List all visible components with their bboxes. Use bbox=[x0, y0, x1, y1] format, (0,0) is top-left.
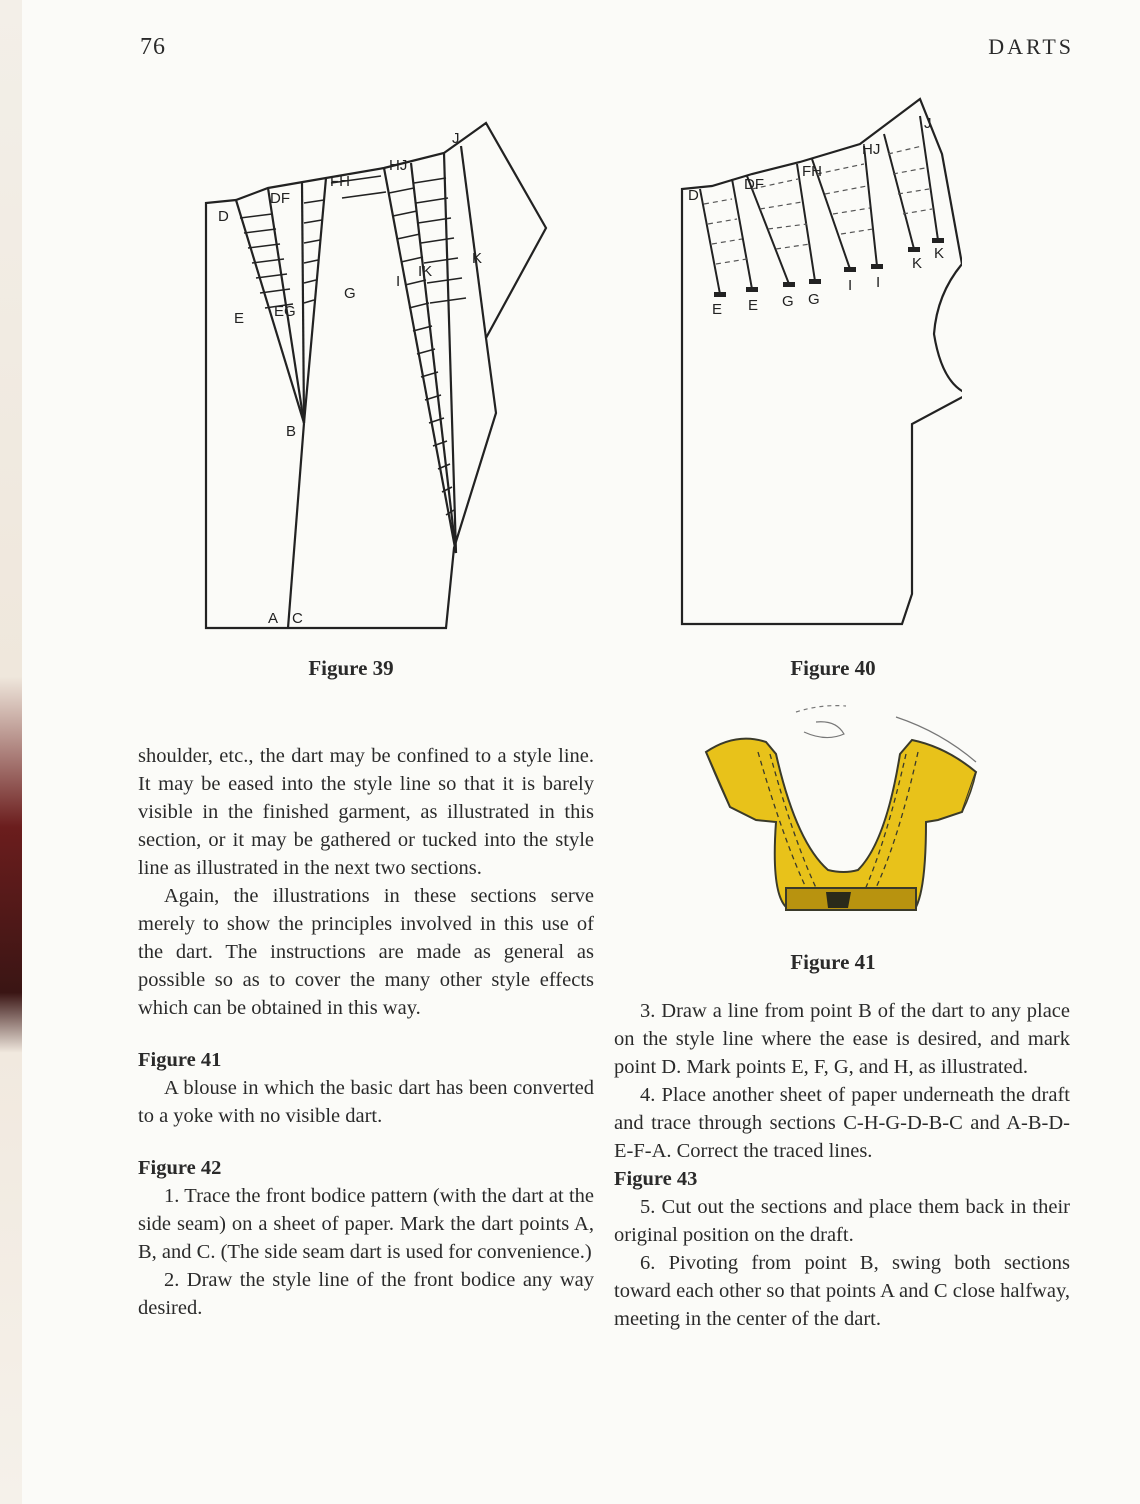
fig39-label-k: K bbox=[472, 250, 483, 267]
paragraph: 3. Draw a line from point B of the dart to any place on the style line where the ease is desired, and mark point D. Mark points E, F, G, and H, as illustrated. bbox=[614, 1000, 1070, 1078]
fig39-label-e: E bbox=[234, 310, 245, 327]
figure-39-diagram bbox=[196, 108, 556, 638]
page-edge-shadow bbox=[0, 0, 22, 1504]
left-text-column bbox=[138, 742, 594, 1322]
fig40-label-i2: I bbox=[876, 274, 881, 291]
fig39-label-b: B bbox=[286, 423, 297, 440]
fig40-label-i1: I bbox=[848, 277, 853, 294]
section-heading-figure-42: Figure 42 bbox=[138, 1157, 222, 1179]
fig39-label-i: I bbox=[396, 273, 401, 290]
paragraph: Again, the illustrations in these sections serve merely to show the principles involved in this use of the dart. The instructions are made as general as possible so as to cover the many other style effects which can be obtained in this way. bbox=[138, 885, 594, 1019]
paragraph: 2. Draw the style line of the front bodice any way desired. bbox=[138, 1269, 594, 1319]
paragraph: A blouse in which the basic dart has been converted to a yoke with no visible dart. bbox=[138, 1077, 594, 1127]
fig40-label-k2: K bbox=[934, 245, 945, 262]
fig39-label-df: DF bbox=[270, 190, 290, 207]
running-title: DARTS bbox=[988, 34, 1074, 59]
page-number: 76 bbox=[140, 34, 166, 60]
paragraph: 4. Place another sheet of paper underneath the draft and trace through sections C-H-G-D-B-C and A-B-D-E-F-A. Correct the traced lines. bbox=[614, 1084, 1070, 1162]
figure-41-caption: Figure 41 bbox=[790, 950, 876, 974]
fig40-label-df: DF bbox=[744, 176, 764, 193]
fig40-label-g1: G bbox=[782, 293, 794, 310]
fig39-label-a: A bbox=[268, 610, 279, 627]
fig40-label-e1: E bbox=[712, 301, 723, 318]
fig39-label-ik: IK bbox=[418, 263, 433, 280]
fig39-label-c: C bbox=[292, 610, 303, 627]
fig40-label-fh: FH bbox=[802, 163, 822, 180]
figure-41-blouse-illustration bbox=[676, 692, 1006, 942]
paragraph: 6. Pivoting from point B, swing both sections toward each other so that points A and C close halfway, meeting in the center of the dart. bbox=[614, 1252, 1070, 1330]
fig40-label-d: D bbox=[688, 187, 699, 204]
fig40-outline bbox=[682, 99, 962, 624]
blouse-body bbox=[706, 739, 976, 907]
fig40-label-j: J bbox=[924, 115, 932, 132]
paragraph: shoulder, etc., the dart may be confined to a style line. It may be eased into the style line so that it is barely visible in the finished garment, as illustrated in this section, or it may be gathered or tucked into the style line as illustrated in the next two sections. bbox=[138, 745, 594, 879]
fig39-outline bbox=[206, 123, 546, 628]
fig40-label-g2: G bbox=[808, 291, 820, 308]
figure-39-caption: Figure 39 bbox=[308, 656, 394, 680]
figure-40-diagram bbox=[672, 94, 962, 634]
fig39-label-g: G bbox=[344, 285, 356, 302]
section-heading-figure-41: Figure 41 bbox=[138, 1049, 222, 1071]
right-text-column bbox=[614, 997, 1070, 1333]
fig40-dart-lines bbox=[700, 116, 938, 294]
fig39-label-eg: EG bbox=[274, 303, 296, 320]
fig40-label-k1: K bbox=[912, 255, 923, 272]
figure-40-caption: Figure 40 bbox=[790, 656, 876, 680]
fig39-label-d: D bbox=[218, 208, 229, 225]
fig39-label-j: J bbox=[452, 130, 460, 147]
fig40-label-hj: HJ bbox=[862, 141, 881, 158]
fig39-label-hj: HJ bbox=[389, 157, 408, 174]
paragraph: 1. Trace the front bodice pattern (with the dart at the side seam) on a sheet of paper. Mark the dart points A, B, and C. (The side seam dart is used for convenience.) bbox=[138, 1185, 594, 1263]
section-heading-figure-43: Figure 43 bbox=[614, 1168, 698, 1190]
fig40-label-e2: E bbox=[748, 297, 759, 314]
paragraph: 5. Cut out the sections and place them back in their original position on the draft. bbox=[614, 1196, 1070, 1246]
fig39-label-fh: FH bbox=[330, 173, 350, 190]
